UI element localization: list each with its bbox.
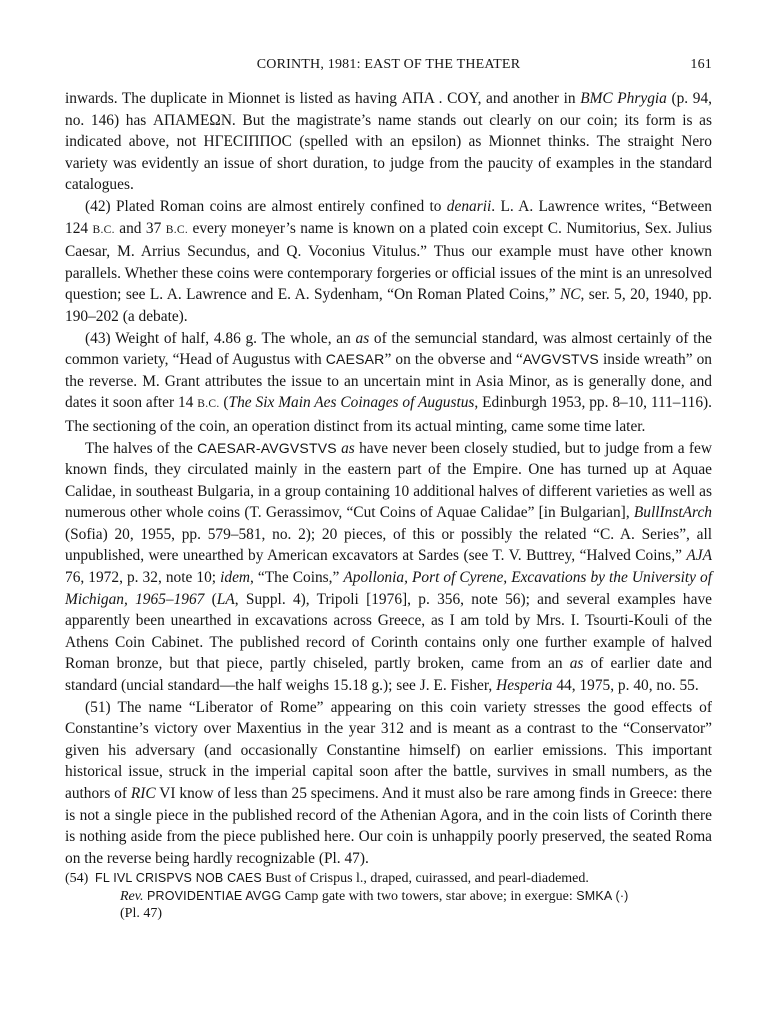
text-run: inwards. The duplicate in Mionnet is listed as having ΑΠΑ . COY, and another in	[65, 90, 581, 107]
text-run: (42) Plated Roman coins are almost entirely confined to	[85, 197, 447, 215]
text-run: , ser. 5, 20, 1940, pp. 190–202 (a debate).	[65, 286, 712, 325]
coin-legend: PROVIDENTIAE AVGG	[146, 888, 282, 903]
exergue-mark: SMKA (·)	[576, 888, 629, 903]
text-run: , “The Coins,”	[250, 569, 344, 587]
citation: NC	[559, 286, 581, 304]
coin-legend: AVGVSTVS	[522, 351, 599, 368]
reverse-label: Rev.	[120, 888, 144, 904]
text-run: of the semuncial standard, was almost certainly of the common variety, “Head of Augustus with	[65, 329, 712, 369]
text-run: (	[204, 590, 217, 608]
citation: AJA	[686, 547, 712, 565]
text-run: The halves of the	[85, 439, 198, 457]
small-caps: B.C.	[165, 223, 189, 236]
text-run: every moneyer’s name is known on a plated coin except C. Numitorius, Sex. Julius Caesar, M. Arrius Secundus, and Q. Voconius Vitulus.” Thus our example must have other known parallels. Whether these coins were contemporary forgeries or official issues of the mint is an unresolved question; see L. A. Lawrence and E. A. Sydenham, “On Roman Plated Coins,”	[65, 219, 712, 304]
running-title: CORINTH, 1981: EAST OF THE THEATER	[256, 57, 521, 72]
citation: BMC Phrygia	[580, 90, 667, 107]
citation: Hesperia	[496, 677, 553, 695]
text-run: (Sofia) 20, 1955, pp. 579–581, no. 2); 20 pieces, of this or possibly the related “C. A. Series”, all unpublished, were unearthed by American excavators at Sardes (see T. V. Buttrey, “Halved Coins,”	[65, 525, 712, 565]
italic-term: as	[341, 439, 355, 457]
text-run: and 37	[114, 219, 166, 237]
italic-term: as	[569, 655, 584, 673]
plate-reference: (Pl. 47)	[120, 906, 162, 922]
coin-legend: FL IVL CRISPVS NOB CAES	[95, 871, 262, 886]
paragraph-continued	[65, 88, 712, 196]
entry-number: (54)	[65, 871, 89, 887]
reverse-line	[65, 888, 712, 906]
small-caps: B.C.	[92, 223, 115, 236]
text-run: have never been closely studied, but to judge from a few known finds, they circulated mainly in the eastern part of the Empire. One has turned up at Aquae Calidae, in southeast Bulgaria, in a group containing 10 additional halves of different varieties as well as numerous other whole coins (T. Gerassimov, “Cut Coins of Aquae Calidae” [in Bulgarian],	[65, 439, 712, 522]
small-caps: B.C.	[197, 398, 220, 411]
note-42	[65, 196, 712, 328]
text-run: inside wreath” on the reverse. M. Grant attributes the issue to an uncertain mint in Asia Minor, as is generally done, and dates it soon after 14	[65, 351, 712, 412]
note-51	[65, 697, 712, 870]
text-run: ” on the obverse and “	[384, 351, 523, 369]
citation: The Six Main Aes Coinages of Augustus	[228, 394, 475, 412]
text-run: (p. 94, no. 146) has ΑΠΑΜΕΩΝ. But the magistrate’s name stands out clearly on our coin; its form is as indicated above, not ΗΓΕCΙΠΠΟC (spelled with an epsilon) as Mionnet thinks. The straight Nero variety was evidently an issue of short duration, to judge from the paucity of examples in the standard catalogues.	[65, 90, 712, 194]
text-run: (43) Weight of half, 4.86 g. The whole, an	[85, 329, 356, 347]
italic-term: idem	[220, 569, 251, 587]
text-run: VI know of less than 25 specimens. And it must also be rare among finds in Greece: there is not a single piece in the published record of the Athenian Agora, and in the coin lists of Corinth there is nothing aside from the piece published here. Our coin is unhappily poorly preserved, the seated Roma on the reverse being hardly recognizable (Pl. 47).	[65, 785, 712, 867]
text-run: (51) The name “Liberator of Rome” appearing on this coin variety stresses the good effects of Constantine’s victory over Maxentius in the year 312 and is meant as a contrast to the “Conservator” given his adversary (and occasionally Constantine himself) on earlier emissions. This important historical issue, struck in the imperial capital soon after the battle, survives in small numbers, as the authors of	[65, 698, 712, 802]
obverse-description	[85, 870, 712, 888]
text-run: Bust of Crispus l., draped, cuirassed, and pearl-diademed.	[261, 871, 589, 887]
paragraph-halves	[65, 438, 712, 697]
obverse-line	[65, 870, 712, 888]
coin-legend: CAESAR	[325, 351, 385, 368]
text-run: , Suppl. 4), Tripoli [1976], p. 356, note 56); and several examples have apparently been unearthed in excavations across Greece, as I am told by Mrs. I. Tsourti-Kouli of the Athens Coin Cabinet. The published record of Corinth contains only one further example of halved Roman bronze, but that piece, partly chiseled, partly broken, came from an	[65, 590, 712, 673]
text-run: 76, 1972, p. 32, note 10;	[65, 569, 221, 587]
citation: RIC	[130, 785, 156, 802]
page-number: 161	[690, 57, 712, 72]
text-run: . L. A. Lawrence writes, “Between 124	[65, 197, 712, 237]
note-43	[65, 328, 712, 438]
text-run: of earlier date and standard (uncial standard—the half weighs 15.18 g.); see J. E. Fisher,	[65, 655, 712, 695]
citation: LA	[216, 590, 235, 608]
italic-term: denarii	[446, 197, 492, 215]
text-run: , Edinburgh 1953, pp. 8–10, 111–116). The sectioning of the coin, an operation distinct from its actual minting, came some time later.	[65, 394, 712, 435]
citation: BullInstArch	[633, 504, 712, 522]
body-text	[65, 88, 712, 923]
text-run: 44, 1975, p. 40, no. 55.	[552, 677, 699, 695]
citation: Apollonia, Port of Cyrene, Excavations by the University of Michigan, 1965–1967	[65, 569, 713, 608]
catalogue-entry-54	[65, 870, 712, 923]
text-run: Camp gate with two towers, star above; in exergue:	[281, 888, 577, 904]
text-run: (	[219, 394, 229, 412]
italic-term: as	[355, 329, 370, 347]
coin-legend: CAESAR-AVGVSTVS	[197, 439, 337, 456]
